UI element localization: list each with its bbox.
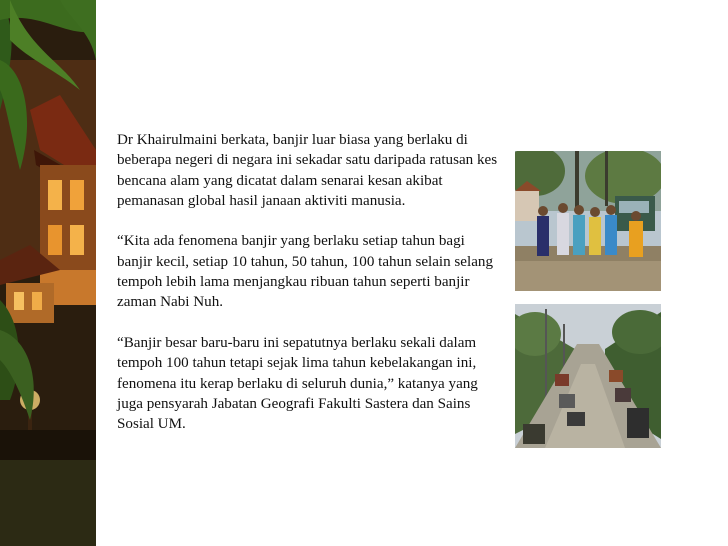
people-wading-illustration: [515, 151, 661, 291]
body-text: [117, 130, 499, 455]
flood-people-photo: [515, 151, 661, 291]
decorative-resort-photo: [0, 0, 96, 546]
resort-palm-illustration: [0, 0, 96, 546]
paragraph-1: Dr Khairulmaini berkata, banjir luar biasa yang berlaku di beberapa negeri di negara ini sekadar satu daripada ratusan kes bencana alam yang dicatat dalam senarai kesan akibat pemanasan global hasil janaan aktiviti manusia.: [117, 132, 498, 209]
flooded-road-photo: [515, 304, 661, 448]
paragraph-3: “Banjir besar baru-baru ini sepatutnya berlaku sekali dalam tempoh 100 tahun tetapi sejak lima tahun kebelakangan ini, fenomena itu kerap berlaku di seluruh dunia,” katanya yang juga pensyarah Jabatan Geografi Fakulti Sastera dan Sains Sosial UM.: [117, 334, 478, 433]
flooded-road-illustration: [515, 304, 661, 448]
paragraph-2: “Kita ada fenomena banjir yang berlaku setiap tahun bagi banjir kecil, setiap 10 tahun, 50 tahun, 100 tahun selain selang tempoh lebih lama menjangkau ribuan tahun seperti banjir zaman Nabi Nuh.: [117, 233, 493, 311]
